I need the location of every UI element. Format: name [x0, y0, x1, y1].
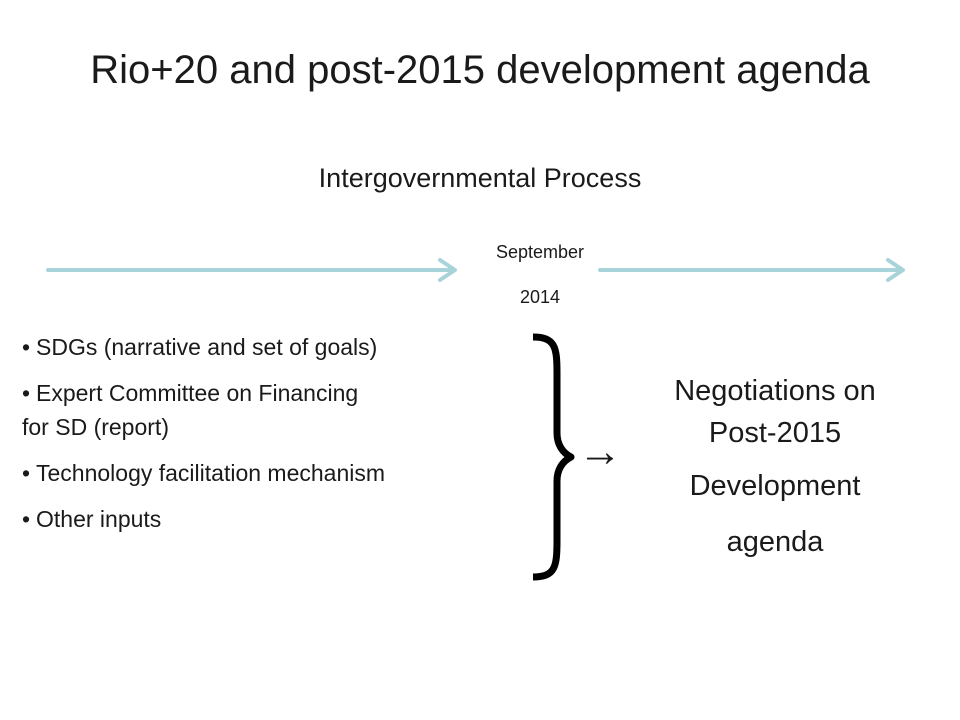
slide-title: Rio+20 and post-2015 development agenda [90, 48, 870, 92]
list-item [22, 376, 532, 444]
bullet-dot: • [22, 380, 31, 406]
slide-subtitle: Intergovernmental Process [318, 163, 642, 193]
list-item [22, 502, 532, 536]
outcome-line: agenda [726, 526, 824, 558]
bullet-dot: • [22, 334, 31, 360]
list-item [22, 330, 532, 364]
bullet-dot: • [22, 460, 31, 486]
list-item-label: Expert Committee on Financing [36, 380, 359, 406]
outcome-line: Development [689, 470, 861, 502]
list-item-label-continued: for SD (report) [22, 414, 169, 440]
arrow-right-icon: → [578, 427, 622, 476]
outcome-line: Post-2015 [708, 417, 842, 449]
timeline-arrow-left [48, 260, 455, 280]
timeline-arrow-right [600, 260, 903, 280]
list-item-label: Technology facilitation mechanism [36, 460, 386, 486]
outcome-text [610, 368, 940, 568]
milestone-month: September [495, 242, 585, 262]
list-item-label: SDGs (narrative and set of goals) [36, 334, 378, 360]
bullet-dot: • [22, 506, 31, 532]
list-item-label: Other inputs [36, 506, 162, 532]
right-brace [525, 333, 575, 581]
outcome-line: Negotiations on [674, 375, 876, 407]
input-list [22, 330, 532, 548]
milestone-year: 2014 [519, 287, 561, 307]
list-item [22, 456, 532, 490]
